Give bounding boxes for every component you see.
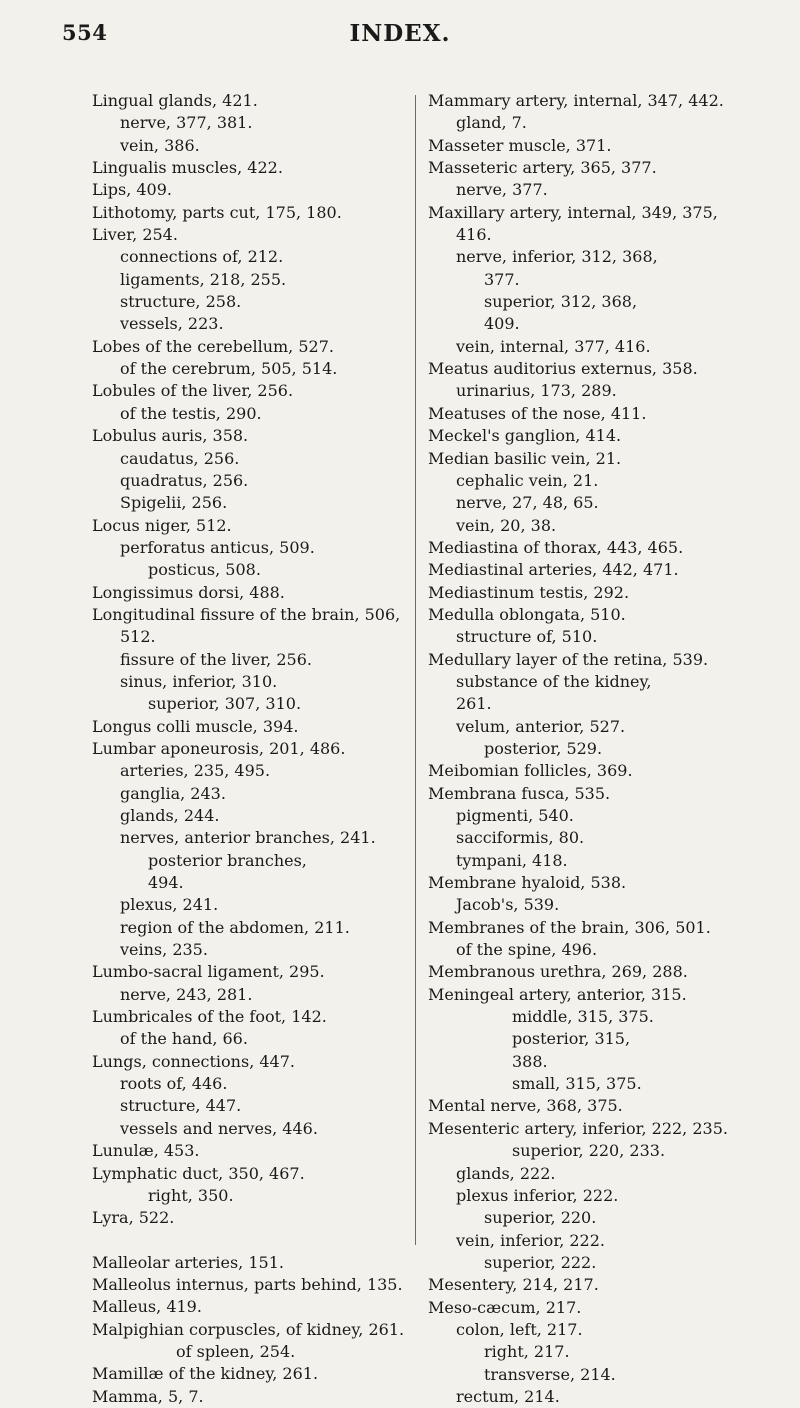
index-entry: Lingualis muscles, 422.: [92, 158, 283, 178]
index-subentry: of spleen, 254.: [176, 1341, 296, 1361]
index-entry: Membranous urethra, 269, 288.: [428, 962, 688, 982]
index-subentry: caudatus, 256.: [120, 448, 240, 468]
index-subentry: structure, 258.: [120, 292, 242, 312]
index-entry: Lithotomy, parts cut, 175, 180.: [92, 202, 342, 222]
index-subentry: ligaments, 218, 255.: [120, 269, 287, 289]
index-entry: Locus niger, 512.: [92, 515, 232, 535]
index-subentry: posterior, 315,: [512, 1029, 631, 1049]
index-subentry: vein, inferior, 222.: [456, 1230, 605, 1250]
index-entry: Malleolus internus, parts behind, 135.: [92, 1274, 403, 1294]
index-subentry: nerve, 243, 281.: [120, 984, 253, 1004]
page-header: [0, 20, 800, 60]
page-number: 554: [62, 20, 108, 45]
index-entry: Lumbar aponeurosis, 201, 486.: [92, 738, 346, 758]
index-entry: Mediastina of thorax, 443, 465.: [428, 537, 684, 557]
index-subentry: 416.: [456, 225, 492, 245]
index-subentry: fissure of the liver, 256.: [120, 649, 312, 669]
section-gap: [92, 1230, 408, 1252]
index-subentry: Spigelii, 256.: [120, 493, 228, 513]
index-entry: Masseteric artery, 365, 377.: [428, 158, 657, 178]
index-subentry: glands, 222.: [456, 1163, 556, 1183]
index-entry: Membrana fusca, 535.: [428, 783, 611, 803]
index-subentry: of the cerebrum, 505, 514.: [120, 359, 338, 379]
index-subentry: plexus, 241.: [120, 895, 219, 915]
index-entry: Meibomian follicles, 369.: [428, 761, 633, 781]
index-subentry: vein, 20, 38.: [456, 515, 557, 535]
index-subentry: of the spine, 496.: [456, 940, 598, 960]
index-subentry: right, 217.: [484, 1342, 570, 1362]
index-subentry: 388.: [512, 1051, 548, 1071]
index-subentry: superior, 222.: [484, 1252, 597, 1272]
index-subentry: nerve, 27, 48, 65.: [456, 493, 599, 513]
index-subentry: vessels and nerves, 446.: [120, 1118, 318, 1138]
index-subentry: Jacob's, 539.: [456, 895, 560, 915]
index-subentry: middle, 315, 375.: [512, 1007, 654, 1027]
index-entry: Lyra, 522.: [92, 1208, 175, 1228]
index-subentry: colon, left, 217.: [456, 1319, 583, 1339]
index-subentry: vessels, 223.: [120, 314, 224, 334]
index-subentry: right, 350.: [148, 1185, 234, 1205]
index-entry: Mediastinum testis, 292.: [428, 582, 630, 602]
index-entry: Liver, 254.: [92, 225, 178, 245]
index-entry: Lips, 409.: [92, 180, 172, 200]
index-subentry: roots of, 446.: [120, 1074, 228, 1094]
index-entry: Maxillary artery, internal, 349, 375,: [428, 202, 718, 222]
index-entry: Mesentery, 214, 217.: [428, 1275, 599, 1295]
index-subentry: ganglia, 243.: [120, 783, 226, 803]
index-entry: Malpighian corpuscles, of kidney, 261.: [92, 1319, 405, 1339]
index-entry: Mediastinal arteries, 442, 471.: [428, 560, 679, 580]
index-subentry: plexus inferior, 222.: [456, 1185, 619, 1205]
index-entry: Lunulæ, 453.: [92, 1141, 200, 1161]
index-subentry: vein, internal, 377, 416.: [456, 336, 651, 356]
index-subentry: superior, 307, 310.: [148, 694, 302, 714]
index-subentry: glands, 244.: [120, 806, 220, 825]
index-subentry: urinarius, 173, 289.: [456, 381, 617, 401]
index-subentry: cephalic vein, 21.: [456, 470, 599, 490]
index-subentry: of the testis, 290.: [120, 403, 262, 423]
index-entry: Mamillæ of the kidney, 261.: [92, 1364, 319, 1384]
index-subentry: posticus, 508.: [148, 560, 261, 580]
index-entry: Mesenteric artery, inferior, 222, 235.: [428, 1118, 728, 1138]
index-subentry: tympani, 418.: [456, 850, 568, 870]
index-entry: Longus colli muscle, 394.: [92, 716, 299, 736]
index-entry: Lumbricales of the foot, 142.: [92, 1007, 327, 1027]
index-entry: Mammary artery, internal, 347, 442.: [428, 91, 724, 110]
index-subentry: 512.: [120, 627, 156, 647]
index-subentry: 261.: [456, 694, 492, 714]
index-column-right: [428, 90, 748, 1408]
index-subentry: sacciformis, 80.: [456, 828, 585, 848]
index-subentry: perforatus anticus, 509.: [120, 537, 315, 557]
index-subentry: substance of the kidney,: [456, 671, 652, 691]
index-column-left: [92, 90, 408, 1408]
index-subentry: nerve, 377.: [456, 180, 548, 200]
index-entry: Meckel's ganglion, 414.: [428, 426, 622, 446]
page-title: INDEX.: [349, 20, 451, 47]
index-entry: Lumbo-sacral ligament, 295.: [92, 962, 325, 982]
index-subentry: structure of, 510.: [456, 627, 598, 647]
index-entry: Longitudinal fissure of the brain, 506,: [92, 604, 401, 624]
index-entry: Lingual glands, 421.: [92, 91, 258, 110]
index-subentry: quadratus, 256.: [120, 470, 249, 490]
index-subentry: superior, 312, 368,: [484, 292, 638, 312]
index-entry: Median basilic vein, 21.: [428, 448, 622, 468]
index-entry: Malleolar arteries, 151.: [92, 1252, 284, 1272]
index-subentry: 409.: [484, 314, 520, 334]
index-entry: Membrane hyaloid, 538.: [428, 873, 627, 893]
index-entry: Meatus auditorius externus, 358.: [428, 359, 698, 379]
index-subentry: posterior, 529.: [484, 738, 603, 758]
index-subentry: nerves, anterior branches, 241.: [120, 828, 376, 848]
index-entry: Lungs, connections, 447.: [92, 1051, 295, 1071]
index-entry: Malleus, 419.: [92, 1297, 202, 1317]
column-divider: [415, 95, 416, 1245]
index-entry: Masseter muscle, 371.: [428, 135, 612, 155]
index-subentry: nerve, inferior, 312, 368,: [456, 247, 658, 267]
index-entry: Meningeal artery, anterior, 315.: [428, 984, 687, 1004]
index-entry: Lobes of the cerebellum, 527.: [92, 336, 334, 356]
index-subentry: connections of, 212.: [120, 247, 284, 267]
index-subentry: 494.: [148, 873, 184, 893]
index-subentry: sinus, inferior, 310.: [120, 671, 278, 691]
index-subentry: rectum, 214.: [456, 1386, 560, 1406]
index-subentry: 377.: [484, 269, 520, 289]
index-subentry: transverse, 214.: [484, 1364, 616, 1384]
index-entry: Lymphatic duct, 350, 467.: [92, 1163, 305, 1183]
index-subentry: gland, 7.: [456, 113, 527, 133]
index-subentry: small, 315, 375.: [512, 1074, 642, 1094]
index-entry: Lobules of the liver, 256.: [92, 381, 294, 401]
index-entry: Medullary layer of the retina, 539.: [428, 649, 709, 669]
index-entry: Membranes of the brain, 306, 501.: [428, 917, 711, 937]
index-subentry: pigmenti, 540.: [456, 806, 574, 825]
index-subentry: arteries, 235, 495.: [120, 761, 271, 781]
index-entry: Longissimus dorsi, 488.: [92, 582, 285, 602]
index-entry: Mental nerve, 368, 375.: [428, 1096, 623, 1116]
index-subentry: of the hand, 66.: [120, 1029, 248, 1049]
index-entry: Lobulus auris, 358.: [92, 426, 249, 446]
index-subentry: posterior branches,: [148, 850, 307, 870]
index-entry: Mamma, 5, 7.: [92, 1386, 204, 1406]
index-entry: Medulla oblongata, 510.: [428, 604, 626, 624]
index-subentry: nerve, 377, 381.: [120, 113, 253, 133]
index-subentry: velum, anterior, 527.: [456, 716, 626, 736]
index-subentry: structure, 447.: [120, 1096, 242, 1116]
index-subentry: veins, 235.: [120, 940, 208, 960]
index-subentry: region of the abdomen, 211.: [120, 917, 350, 937]
index-subentry: vein, 386.: [120, 135, 200, 155]
index-subentry: superior, 220, 233.: [512, 1141, 666, 1161]
index-entry: Meso-cæcum, 217.: [428, 1297, 582, 1317]
index-entry: Meatuses of the nose, 411.: [428, 403, 647, 423]
index-subentry: superior, 220.: [484, 1208, 597, 1228]
